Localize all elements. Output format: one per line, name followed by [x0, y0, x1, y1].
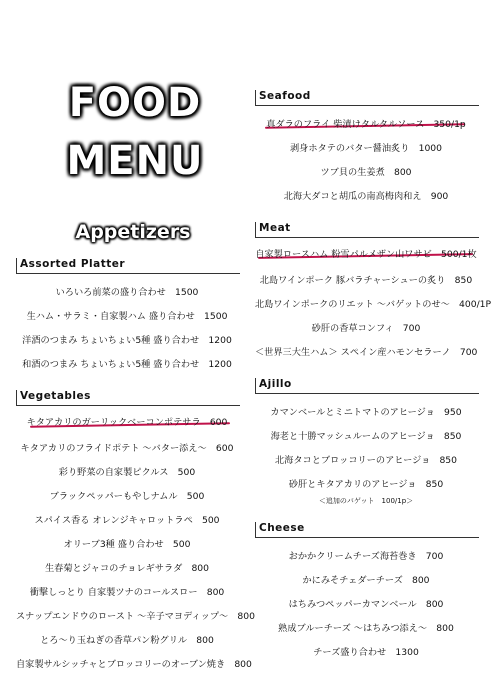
menu-item: スパイス香る オレンジキャロットラペ 500 [34, 515, 220, 526]
menu-title-line1: FOOD [68, 80, 202, 126]
section-heading-seafood: Seafood [255, 90, 479, 106]
menu-item: 彩り野菜の自家製ピクルス 500 [58, 467, 196, 478]
section-heading-assorted-platter: Assorted Platter [16, 258, 240, 274]
menu-item: 和酒のつまみ ちょいちょい5種 盛り合わせ 1200 [22, 359, 232, 370]
menu-item: 北島ワインポーク 豚バラチャーシューの炙り 850 [259, 275, 473, 286]
ajillo-note: ＜追加のバゲット 100/1p＞ [318, 497, 414, 505]
menu-item: 北海大ダコと胡瓜の南高梅肉和え 900 [283, 191, 449, 202]
menu-item-featured: キタアカリのガーリックベーコンポテサラ 600 [26, 417, 228, 428]
menu-item: ツブ貝の生姜煮 800 [320, 167, 412, 178]
menu-item-featured: 真ダラのフライ 柴漬けタルタルソース 350/1p [266, 119, 466, 130]
menu-item: 洋酒のつまみ ちょいちょい5種 盛り合わせ 1200 [22, 335, 232, 346]
menu-item: かにみそチェダーチーズ 800 [302, 575, 430, 586]
menu-item: ＜世界三大生ハム＞ スペイン産ハモンセラーノ 700 [255, 347, 478, 358]
section-heading-ajillo: Ajillo [255, 378, 479, 394]
menu-item: とろ～り玉ねぎの香草パン粉グリル 800 [40, 635, 214, 646]
section-heading-cheese: Cheese [255, 522, 479, 538]
menu-item: 生春菊とジャコのチョレギサラダ 800 [45, 563, 209, 574]
menu-item-featured: 自家製ロースハム 粉雪パルメザン山ワサビ 500/1枚 [255, 249, 477, 260]
menu-item: 自家製サルシッチャとブロッコリーのオーブン焼き 800 [16, 659, 252, 670]
menu-item: チーズ盛り合わせ 1300 [313, 647, 419, 658]
menu-item: ブラックペッパーもやしナムル 500 [49, 491, 205, 502]
menu-item: カマンベールとミニトマトのアヒージョ 950 [270, 407, 462, 418]
menu-item: はちみつペッパーカマンベール 800 [288, 599, 444, 610]
appetizers-heading: Appetizers [75, 221, 191, 243]
menu-title-line2: MENU [66, 138, 204, 184]
menu-item: 剥身ホタテのバター醤油炙り 1000 [289, 143, 442, 154]
menu-item: 海老と十勝マッシュルームのアヒージョ 850 [270, 431, 462, 442]
menu-item: キタアカリのフライドポテト ～バター添え～ 600 [20, 443, 234, 454]
section-heading-vegetables: Vegetables [16, 390, 240, 406]
menu-item: 砂肝とキタアカリのアヒージョ 850 [288, 479, 444, 490]
section-heading-meat: Meat [255, 222, 479, 238]
menu-item: 熟成ブルーチーズ ～はちみつ添え～ 800 [278, 623, 454, 634]
menu-item: オリーブ3種 盛り合わせ 500 [63, 539, 191, 550]
menu-item: おかかクリームチーズ海苔巻き 700 [288, 551, 444, 562]
menu-item: 北島ワインポークのリエット ～バゲットのせ～ 400/1P [255, 299, 492, 310]
menu-item: 衝撃しっとり 自家製ツナのコールスロー 800 [29, 587, 225, 598]
menu-item: スナップエンドウのロースト ～辛子マヨディップ～ 800 [16, 611, 255, 622]
menu-item: 北海タコとブロッコリーのアヒージョ 850 [275, 455, 457, 466]
menu-item: 砂肝の香草コンフィ 700 [311, 323, 421, 334]
menu-item: いろいろ前菜の盛り合わせ 1500 [55, 287, 199, 298]
menu-item: 生ハム・サラミ・自家製ハム 盛り合わせ 1500 [26, 311, 228, 322]
